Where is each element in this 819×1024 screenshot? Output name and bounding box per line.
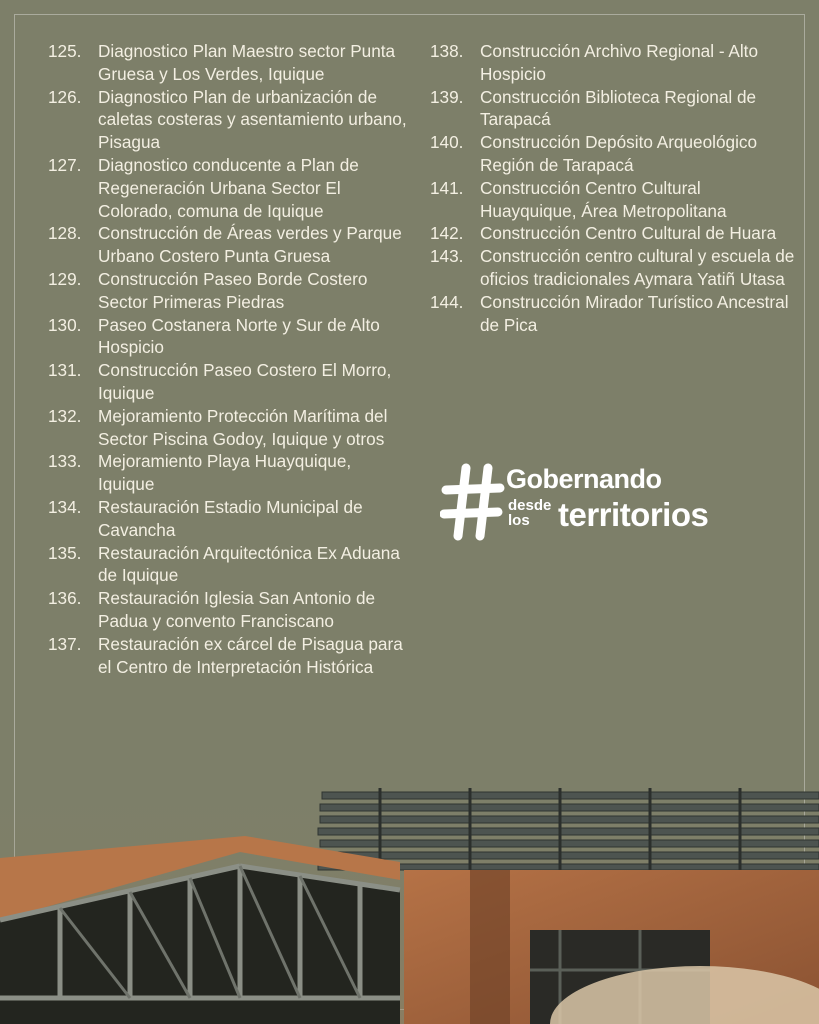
list-item (430, 40, 795, 86)
hashtag-icon (440, 462, 506, 542)
item-text: Construcción Mirador Turístico Ancestral de Pica (480, 291, 789, 335)
item-number: 129. (48, 268, 82, 289)
list-item (48, 268, 408, 314)
item-number: 131. (48, 360, 82, 381)
item-text: Construcción Biblioteca Regional de Tarapacá (480, 86, 757, 130)
list-item (48, 222, 408, 268)
gobernando-logo (440, 462, 750, 544)
item-text: Diagnostico Plan Maestro sector Punta Gruesa y Los Verdes, Iquique (98, 41, 396, 84)
list-item (48, 359, 408, 405)
item-text: Paseo Costanera Norte y Sur de Alto Hospicio (98, 314, 380, 358)
list-item (48, 542, 408, 588)
logo-word-gobernando: Gobernando (506, 464, 662, 494)
item-number: 141. (430, 177, 464, 198)
list-item (430, 131, 795, 177)
item-text: Construcción centro cultural y escuela de oficios tradicionales Aymara Yatiñ Utasa (480, 246, 795, 289)
list-item (48, 154, 408, 222)
construction-site-photo (0, 770, 819, 1024)
item-number: 126. (48, 86, 82, 107)
item-number: 134. (48, 496, 82, 517)
item-text: Restauración Estadio Municipal de Cavancha (98, 496, 363, 540)
list-item (48, 86, 408, 154)
item-text: Construcción Depósito Arqueológico Región de Tarapacá (480, 132, 758, 175)
item-text: Restauración Iglesia San Antonio de Padua y convento Franciscano (98, 588, 376, 631)
list-item (48, 450, 408, 496)
list-item (430, 86, 795, 132)
item-number: 128. (48, 223, 82, 244)
item-number: 127. (48, 154, 82, 175)
list-item (48, 314, 408, 360)
item-text: Construcción Archivo Regional - Alto Hospicio (480, 41, 759, 84)
item-text: Restauración ex cárcel de Pisagua para el Centro de Interpretación Histórica (98, 633, 403, 677)
list-item (430, 245, 795, 291)
project-list-left (48, 40, 408, 678)
item-text: Construcción Centro Cultural Huayquique, Área Metropolitana (480, 177, 727, 221)
item-text: Mejoramiento Playa Huayquique, Iquique (98, 451, 352, 495)
item-number: 135. (48, 542, 82, 563)
list-item (48, 496, 408, 542)
item-number: 130. (48, 314, 82, 335)
item-number: 132. (48, 405, 82, 426)
item-number: 133. (48, 451, 82, 472)
item-number: 143. (430, 246, 464, 267)
logo-word-desde: desde (508, 497, 552, 514)
list-item (48, 587, 408, 633)
logo-word-territorios: territorios (558, 496, 709, 533)
list-item (48, 405, 408, 451)
item-number: 139. (430, 86, 464, 107)
item-number: 136. (48, 588, 82, 609)
item-number: 125. (48, 41, 82, 61)
list-item (430, 291, 795, 337)
item-text: Mejoramiento Protección Marítima del Sector Piscina Godoy, Iquique y otros (98, 405, 388, 449)
item-number: 144. (430, 291, 464, 312)
logo-word-los: los (508, 512, 530, 529)
item-number: 140. (430, 132, 464, 153)
item-text: Construcción Paseo Borde Costero Sector Primeras Piedras (98, 268, 368, 312)
list-item (430, 177, 795, 223)
item-text: Restauración Arquitectónica Ex Aduana de Iquique (98, 542, 400, 586)
list-item (48, 633, 408, 679)
item-text: Diagnostico Plan de urbanización de caletas costeras y asentamiento urbano, Pisagua (98, 86, 407, 153)
item-text: Construcción Paseo Costero El Morro, Iquique (98, 360, 392, 403)
item-text: Construcción Centro Cultural de Huara (480, 223, 777, 244)
list-item (48, 40, 408, 86)
project-list-right (430, 40, 795, 336)
item-number: 137. (48, 633, 82, 654)
item-text: Construcción de Áreas verdes y Parque Urbano Costero Punta Gruesa (98, 223, 402, 267)
list-item (430, 222, 795, 245)
item-number: 138. (430, 41, 464, 61)
item-text: Diagnostico conducente a Plan de Regeneración Urbana Sector El Colorado, comuna de Iquique (98, 154, 359, 221)
item-number: 142. (430, 223, 464, 244)
